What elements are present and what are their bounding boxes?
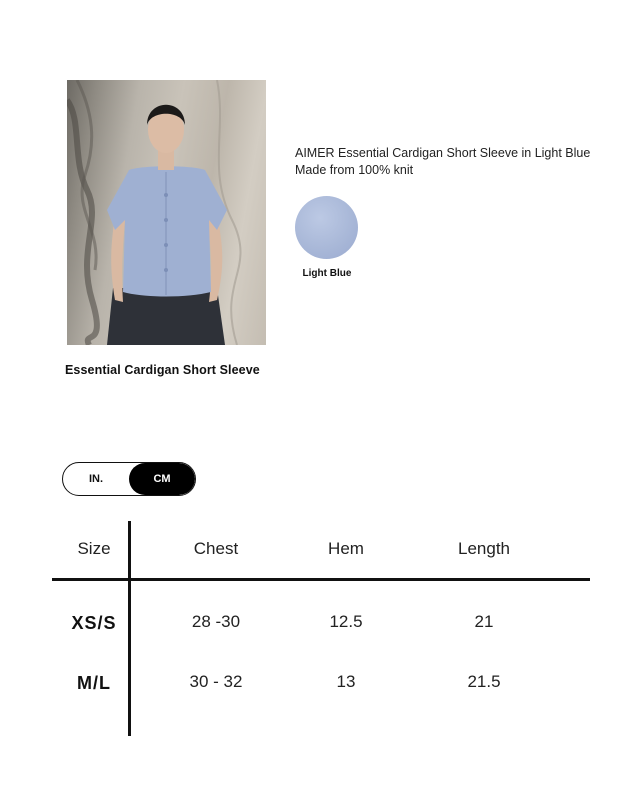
table-cell-length: 21.5 [467, 672, 501, 691]
product-title: Essential Cardigan Short Sleeve [65, 363, 260, 377]
row-size-label: XS/S [71, 613, 117, 633]
description-line-1: AIMER Essential Cardigan Short Sleeve in Light Blue [295, 146, 591, 160]
table-horizontal-divider [52, 578, 590, 581]
table-cell-chest: 30 - 32 [189, 672, 243, 691]
table-cell-chest: 28 -30 [191, 612, 241, 631]
color-swatch-label: Light Blue [302, 268, 352, 279]
table-cell-hem: 12.5 [329, 612, 363, 631]
row-size-label: M/L [77, 673, 111, 693]
color-swatch-light-blue[interactable] [295, 196, 358, 259]
product-photo [67, 80, 266, 345]
header-hem: Hem [328, 539, 364, 558]
description-line-2: Made from 100% knit [295, 163, 414, 177]
table-cell-hem: 13 [336, 672, 356, 691]
table-cell-length: 21 [474, 612, 494, 631]
unit-option-in[interactable]: IN. [88, 473, 104, 485]
header-chest: Chest [193, 539, 239, 558]
header-size: Size [77, 539, 111, 558]
unit-toggle[interactable] [62, 462, 196, 496]
product-description [295, 145, 635, 179]
unit-option-cm[interactable]: CM [129, 463, 195, 495]
header-length: Length [458, 539, 510, 558]
